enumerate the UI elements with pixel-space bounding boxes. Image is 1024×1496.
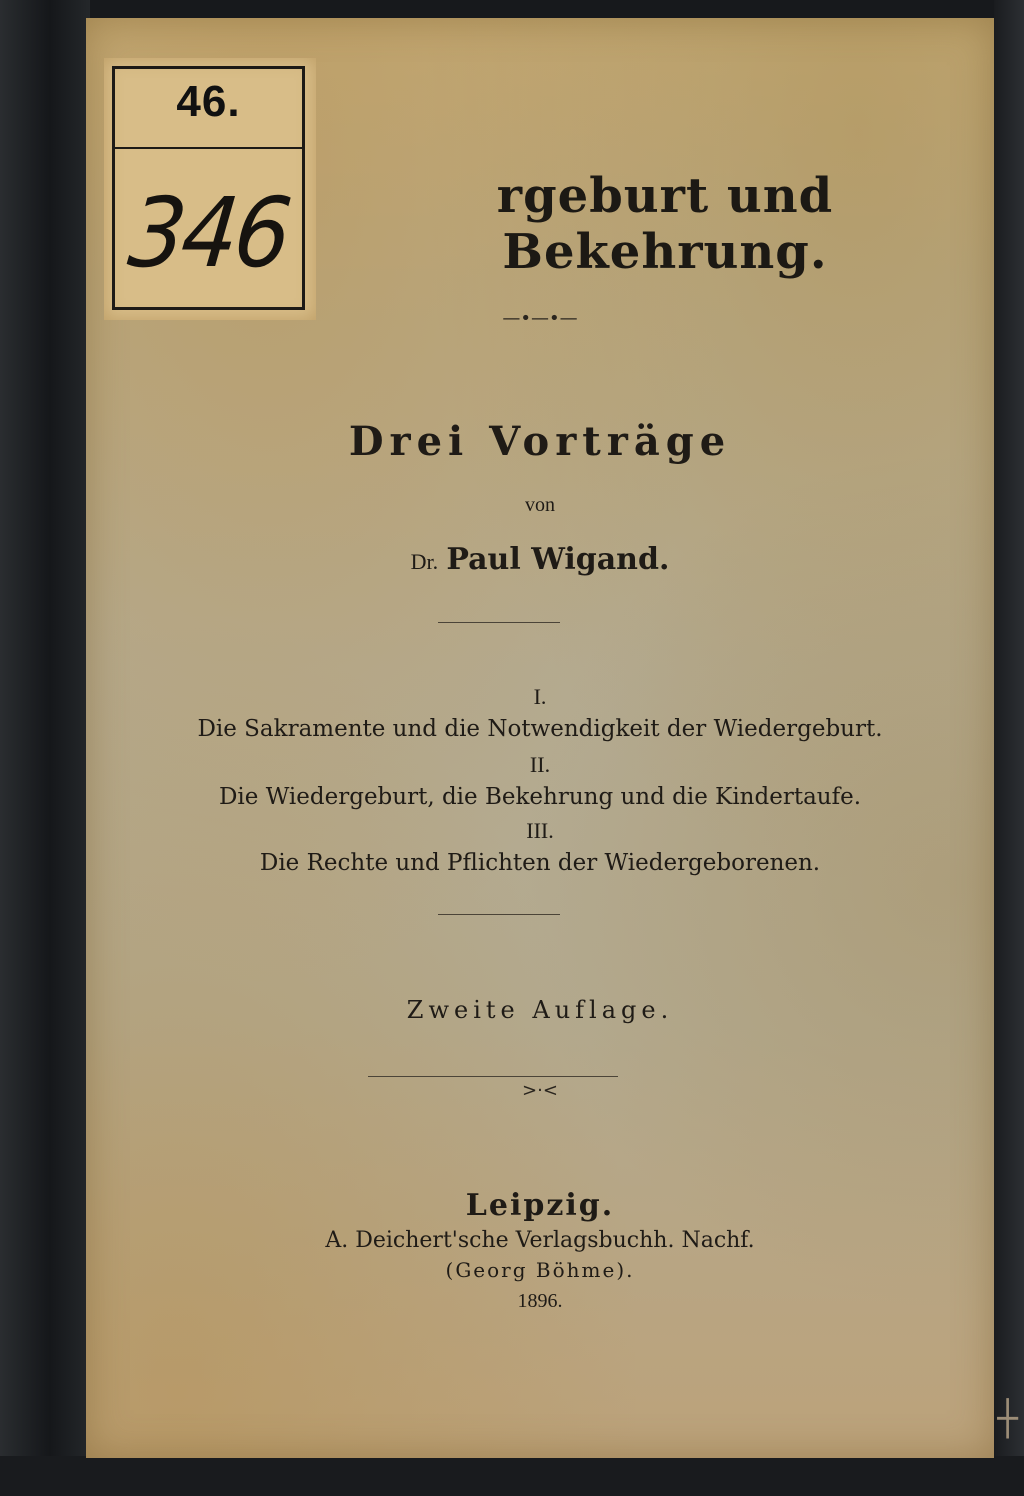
binding-right-edge <box>994 0 1024 1496</box>
label-shelf-number: 46. <box>176 77 241 126</box>
imprint-year: 1896. <box>517 1290 563 1312</box>
label-divider <box>115 147 302 149</box>
label-handwritten-number: 346 <box>123 177 294 289</box>
divider-rule-3 <box>368 1076 618 1077</box>
author-prefix: Dr. <box>410 549 439 574</box>
registration-mark-icon: ┼ <box>997 1399 1018 1439</box>
ornament-top: —•—•— <box>502 308 578 329</box>
imprint-publisher: A. Deichert'sche Verlagsbuchh. Nachf. <box>325 1228 755 1253</box>
section-numeral-2: II. <box>529 752 551 777</box>
author-name: Paul Wigand. <box>446 542 670 577</box>
section-title-2: Die Wiedergeburt, die Bekehrung und die Kindertaufe. <box>218 784 862 810</box>
section-title-3: Die Rechte und Pflichten der Wiedergeborenen. <box>259 850 821 876</box>
subtitle: Drei Vorträge <box>348 418 732 465</box>
binding-left-edge <box>0 0 90 1496</box>
library-label-frame <box>112 66 305 310</box>
edition: Zweite Auflage. <box>406 996 674 1024</box>
imprint-city: Leipzig. <box>465 1188 615 1223</box>
section-numeral-1: I. <box>533 684 547 709</box>
library-label <box>104 58 316 320</box>
section-numeral-3: III. <box>526 818 554 843</box>
section-title-1: Die Sakramente und die Notwendigkeit der Wiedergeburt. <box>197 716 883 742</box>
imprint-publisher-owner: (Georg Böhme). <box>445 1258 635 1282</box>
divider-rule-2 <box>438 914 560 915</box>
by-line: von <box>525 494 555 516</box>
binding-bottom-edge <box>0 1456 1024 1496</box>
ornament-bottom: >·< <box>522 1080 558 1101</box>
book-title: rgeburt und Bekehrung. <box>496 168 834 280</box>
divider-rule-1 <box>438 622 560 623</box>
author <box>86 542 994 577</box>
title-page <box>86 18 994 1458</box>
